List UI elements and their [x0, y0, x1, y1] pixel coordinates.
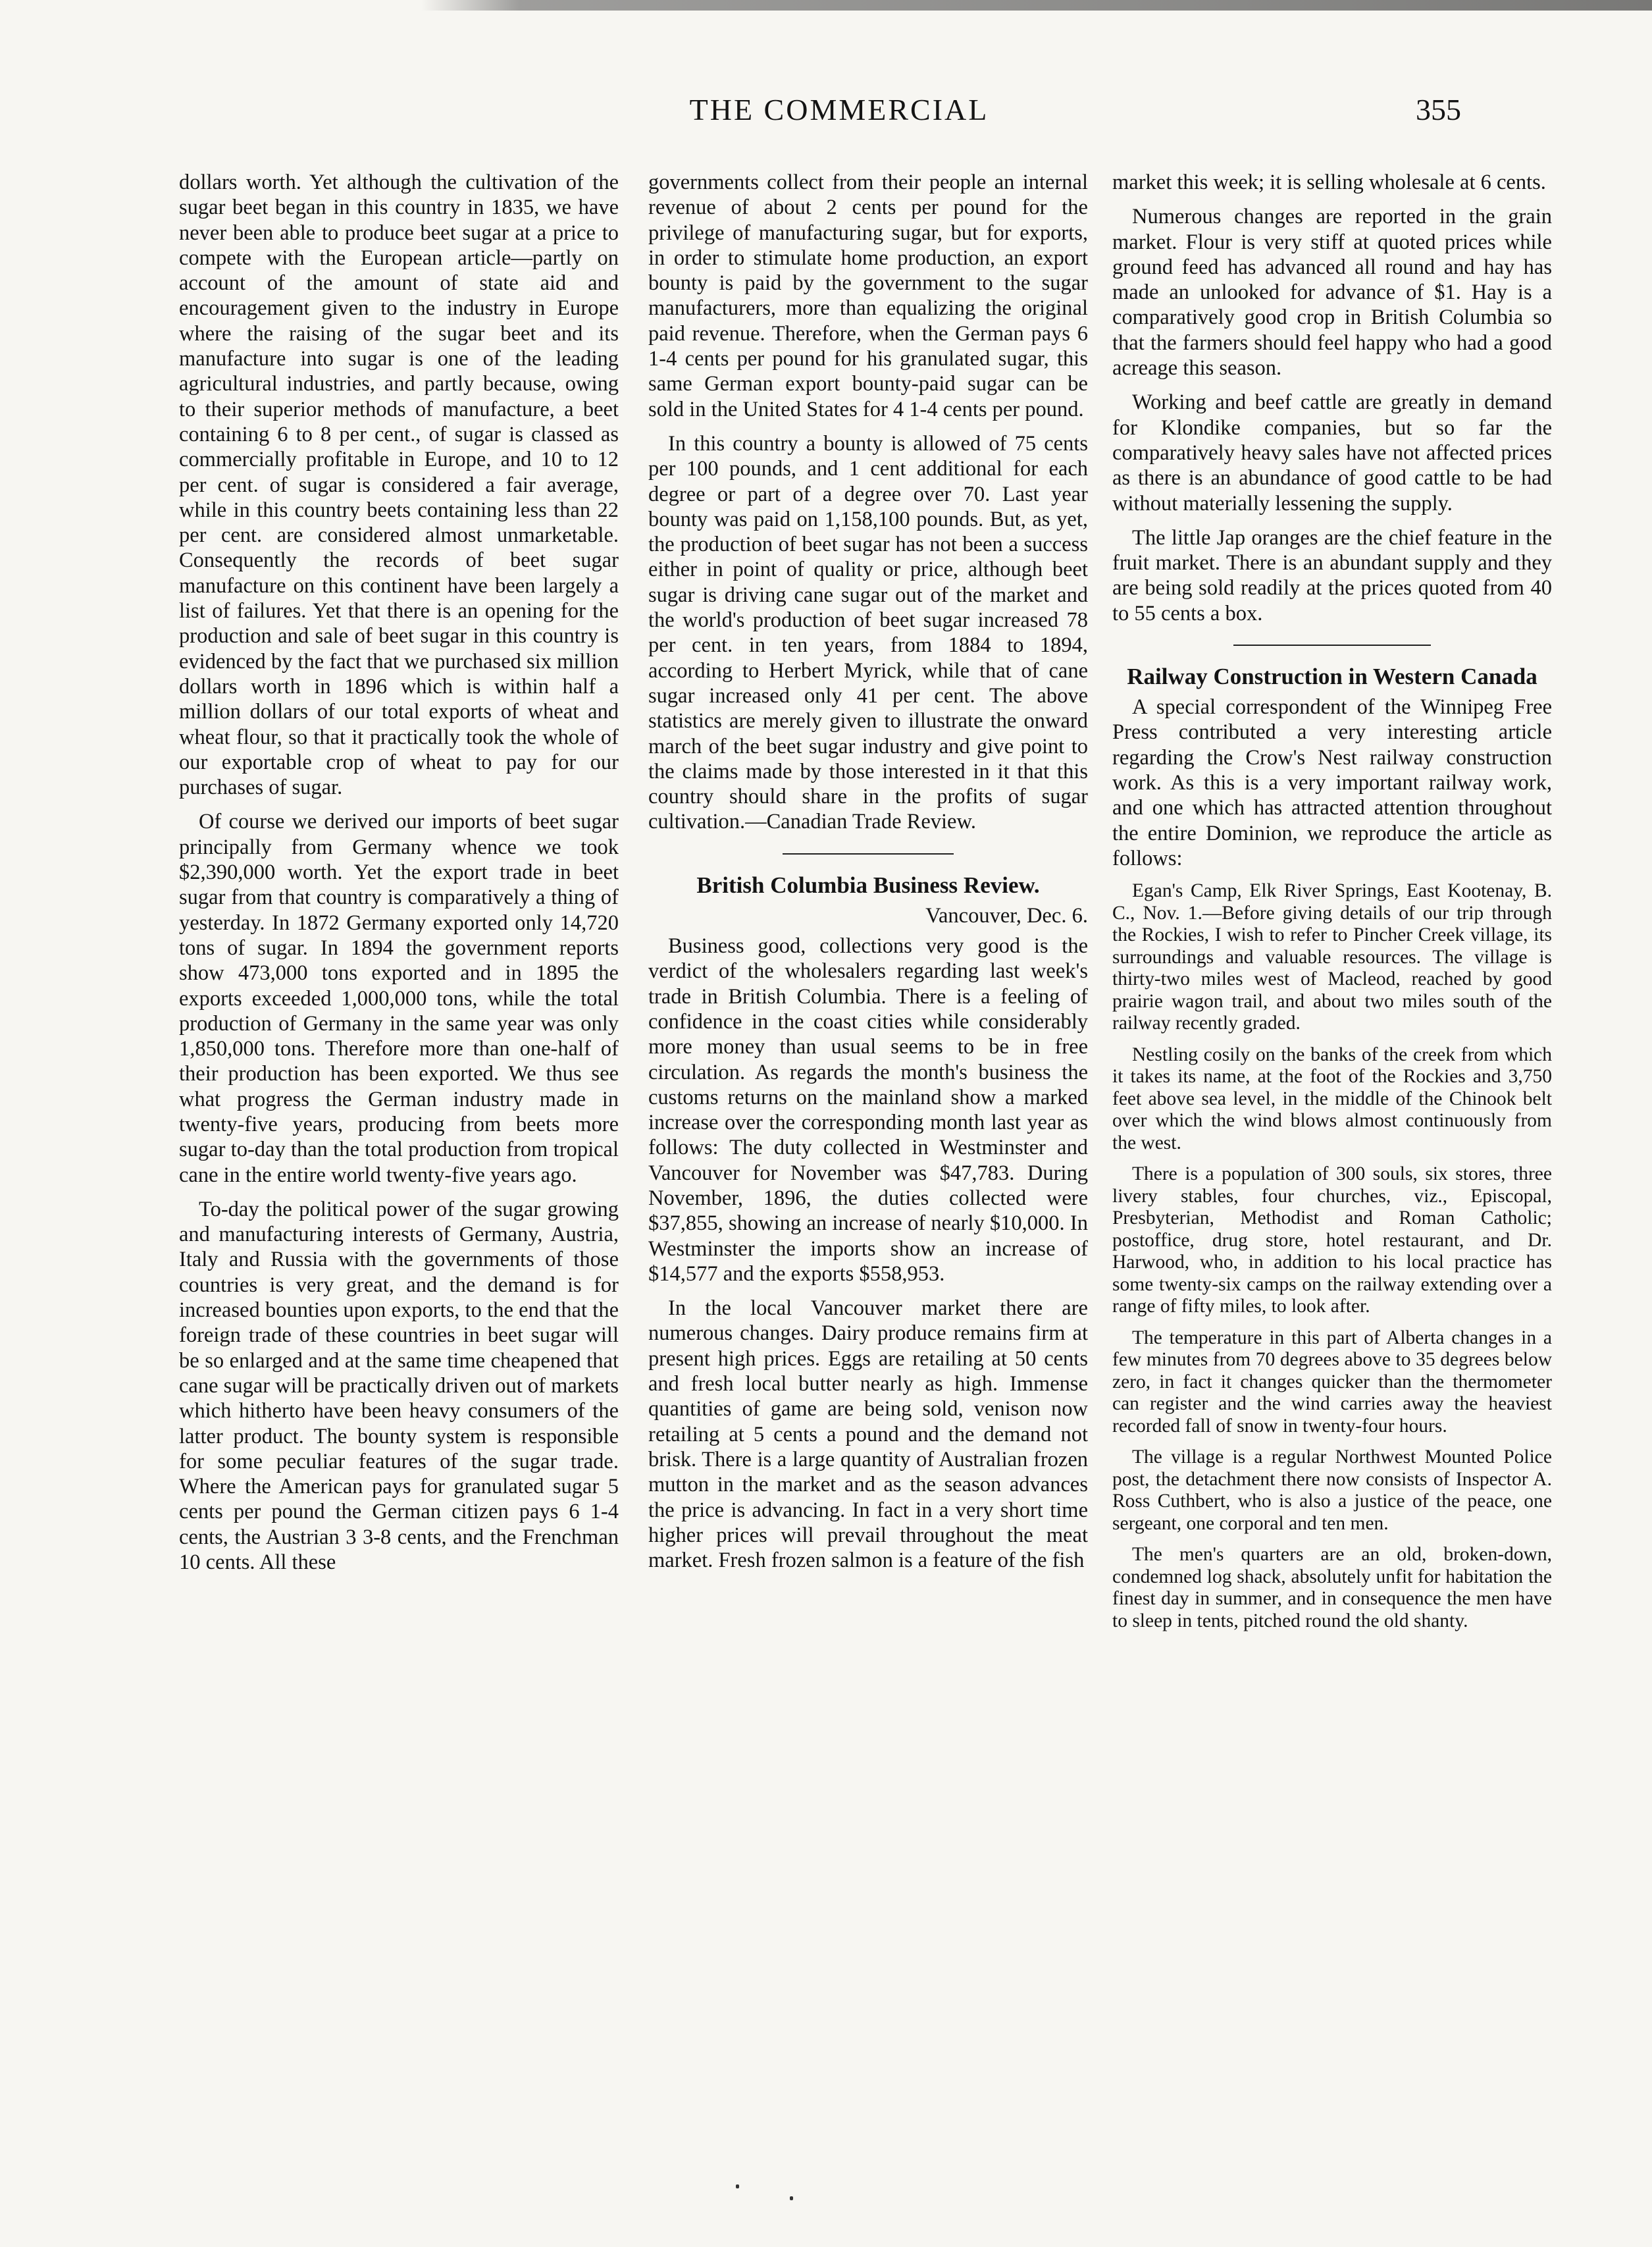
dateline: Vancouver, Dec. 6.	[925, 903, 1088, 928]
quoted-paragraph: The men's quarters are an old, broken-down, condemned log shack, absolutely unfit for habitation the finest day in summer, and in consequence the men have to sleep in tents, pitched round the old shanty.	[1112, 1544, 1552, 1631]
article-paragraph: In the local Vancouver market there are numerous changes. Dairy produce remains firm at present high prices. Eggs are retailing at 50 cents and fresh local butter nearly as high. Immense quantities of game are being sold, venison now retailing at 5 cents a pound and the demand not brisk. There is a large quantity of Australian frozen mutton in the market and as the season advances the price is advancing. In fact in a very short time higher prices will prevail throughout the meat market. Fresh frozen salmon is a feature of the fish	[648, 1296, 1088, 1573]
column-3	[1112, 170, 1552, 1641]
article-paragraph: In this country a bounty is allowed of 75 cents per 100 pounds, and 1 cent additional for each degree or part of a degree over 70. Last year bounty was paid on 1,158,100 pounds. But, as yet, the production of beet sugar has not been a success either in point of quality or price, although beet sugar is driving cane sugar out of the market and the world's production of beet sugar increased 78 per cent. in ten years, from 1884 to 1894, according to Herbert Myrick, while that of cane sugar increased only 41 per cent. The above statistics are merely given to illustrate the onward march of the beet sugar industry and give point to the claims made by those interested in it that this country should share in the profits of sugar cultivation.—Canadian Trade Review.	[648, 431, 1088, 834]
page-header	[165, 92, 1514, 145]
article-paragraph: governments collect from their people an internal revenue of about 2 cents per pound for the privilege of manufacturing sugar, but for exports, in order to stimulate home production, an export bounty is paid by the government to the sugar manufacturers, more than equalizing the original paid revenue. Therefore, when the German pays 6 1-4 cents per pound for his granulated sugar, this same German export bounty-paid sugar can be sold in the United States for 4 1-4 cents per pound.	[648, 171, 1088, 421]
top-edge-scan-mark	[421, 0, 1652, 11]
column-2	[648, 170, 1088, 1582]
article-paragraph: The little Jap oranges are the chief feature in the fruit market. There is an abundant supply and they are being sold readily at the prices quoted from 40 to 55 cents a box.	[1112, 525, 1552, 625]
quoted-paragraph: There is a population of 300 souls, six stores, three livery stables, four churches, viz., Episcopal, Presbyterian, Methodist and Roman Catholic; postoffice, drug store, hotel restaurant, and Dr. Harwood, who, in addition to his local practice has some twenty-six camps on the railway extending over a range of fifty miles, to look after.	[1112, 1163, 1552, 1317]
section-divider	[1233, 645, 1431, 646]
article-paragraph: market this week; it is selling wholesale at 6 cents.	[1112, 171, 1546, 194]
article-paragraph: Numerous changes are reported in the grain market. Flour is very stiff at quoted prices while ground feed has advanced all round and hay has made an unlooked for advance of $1. Hay is a comparatively good crop in British Columbia so that the farmers should feel happy who had a good acreage this season.	[1112, 205, 1552, 381]
publication-title: THE COMMERCIAL	[689, 93, 989, 126]
article-paragraph: Working and beef cattle are greatly in demand for Klondike companies, but so far the comparatively heavy sales have not affected prices as there is an abundance of good cattle to be had without materially lessening the supply.	[1112, 390, 1552, 515]
article-paragraph: A special correspondent of the Winnipeg Free Press contributed a very interesting article regarding the Crow's Nest railway construction work. As this is a very important railway work, and one which has attracted attention throughout the entire Dominion, we reproduce the article as follows:	[1112, 695, 1552, 870]
page-number: 355	[1416, 93, 1461, 126]
article-paragraph: dollars worth. Yet although the cultivation of the sugar beet began in this country in 1835, we have never been able to produce beet sugar at a price to compete with the European article—partly on account of the amount of state aid and encouragement given to the industry in Europe where the raising of the sugar beet and its manufacture into sugar is one of the leading agricultural industries, and partly because, owing to their superior methods of manufacture, a beet containing 6 to 8 per cent., of sugar is classed as commercially profitable in Europe, and 10 to 12 per cent. of sugar is considered a fair average, while in this country beets containing less than 22 per cent. are considered almost unmarketable. Consequently the records of beet sugar manufacture on this continent have been largely a list of failures. Yet that there is an opening for the production and sale of beet sugar in this country is evidenced by the fact that we purchased six million dollars worth in 1896 which is within half a million dollars of our total exports of wheat and wheat flour, so that it practically took the whole of our exportable crop of wheat to pay for our purchases of sugar.	[179, 171, 619, 800]
speck-mark	[790, 2196, 793, 2200]
article-paragraph: Business good, collections very good is the verdict of the wholesalers regarding last week's trade in British Columbia. There is a feeling of confidence in the coast cities while considerably more money than usual seems to be in free circulation. As regards the month's business the customs returns on the mainland show a marked increase over the corresponding month last year as follows: The duty collected in Westminster and Vancouver for November was $47,783. During November, 1896, the duties collected were $37,855, showing an increase of nearly $10,000. In Westminster the imports show an increase of $14,577 and the exports $558,953.	[648, 934, 1088, 1286]
column-1	[179, 170, 619, 1584]
article-heading: Railway Construction in Western Canada	[1127, 664, 1537, 690]
article-heading: British Columbia Business Review.	[696, 872, 1040, 898]
section-divider	[783, 853, 954, 855]
article-paragraph: Of course we derived our imports of beet sugar principally from Germany whence we took $2,390,000 worth. Yet the export trade in beet sugar from that country is comparatively a thing of yesterday. In 1872 Germany exported only 14,720 tons of sugar. In 1894 the government reports show 473,000 tons exported and in 1895 the exports exceeded 1,000,000 tons, while the total production of Germany in the same year was only 1,850,000 tons. Therefore more than one-half of their production has been exported. We thus see what progress the German industry made in twenty-five years, producing from beets more sugar to-day than the total production from tropical cane in the entire world twenty-five years ago.	[179, 810, 619, 1187]
speck-mark	[736, 2184, 739, 2188]
quoted-paragraph: The village is a regular Northwest Mounted Police post, the detachment there now consists of Inspector A. Ross Cuthbert, who is also a justice of the peace, one sergeant, one corporal and ten men.	[1112, 1446, 1552, 1534]
quoted-paragraph: Egan's Camp, Elk River Springs, East Kootenay, B. C., Nov. 1.—Before giving details of our trip through the Rockies, I wish to refer to Pincher Creek village, its surroundings and valuable resources. The village is thirty-two miles west of Macleod, reached by good prairie wagon trail, and about two miles south of the railway recently graded.	[1112, 880, 1552, 1034]
quoted-paragraph: Nestling cosily on the banks of the creek from which it takes its name, at the foot of the Rockies and 3,750 feet above sea level, in the middle of the Chinook belt over which the wind blows almost continuously from the west.	[1112, 1044, 1552, 1153]
quoted-paragraph: The temperature in this part of Alberta changes in a few minutes from 70 degrees above to 35 degrees below zero, in fact it changes quicker than the thermometer can register and the wind carries away the heaviest recorded fall of snow in twenty-four hours.	[1112, 1327, 1552, 1437]
article-paragraph: To-day the political power of the sugar growing and manufacturing interests of Germany, Austria, Italy and Russia with the governments of those countries is very great, and the demand is for increased bounties upon exports, to the end that the foreign trade of these countries in beet sugar will be so enlarged and at the same time cheapened that cane sugar will be practically driven out of markets which hitherto have been heavy consumers of the latter product. The bounty system is responsible for some peculiar features of the sugar trade. Where the American pays for granulated sugar 5 cents per pound the German citizen pays 6 1-4 cents, the Austrian 3 3-8 cents, and the Frenchman 10 cents. All these	[179, 1197, 619, 1575]
